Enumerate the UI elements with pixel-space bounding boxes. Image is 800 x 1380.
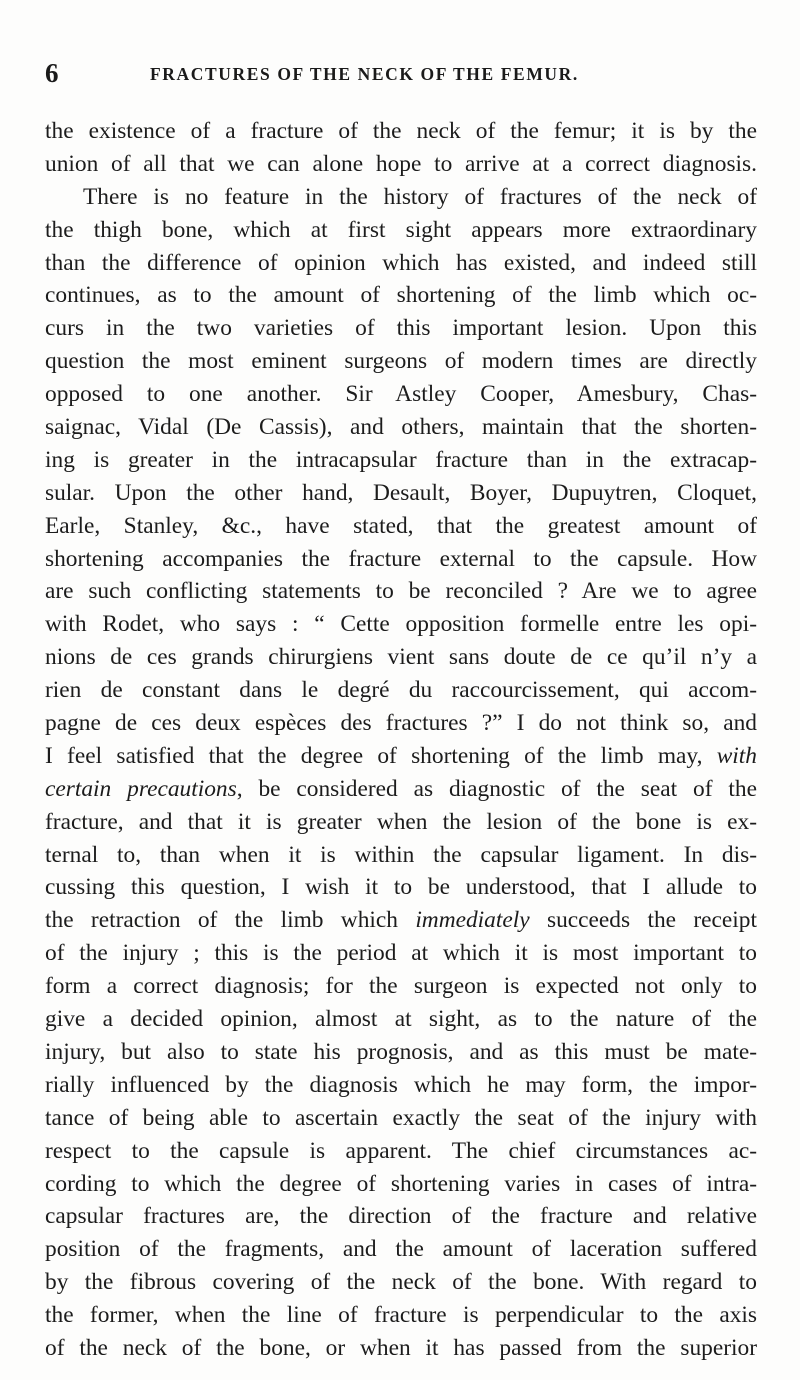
- text-line: sular. Upon the other hand, Desault, Boyer, Dupuytren, Cloquet,: [45, 479, 757, 506]
- text-line: cussing this question, I wish it to be understood, that I allude to: [45, 874, 757, 901]
- text-line: give a decided opinion, almost at sight, as to the nature of the: [45, 1006, 757, 1033]
- text-line: with Rodet, who says : “ Cette opposition formelle entre les opi-: [45, 611, 757, 638]
- text-line: cording to which the degree of shortening varies in cases of intra-: [45, 1170, 757, 1197]
- text-line: than the difference of opinion which has existed, and indeed still: [45, 249, 757, 276]
- text-line: continues, as to the amount of shortening of the limb which oc-: [45, 282, 757, 309]
- text-line: pagne de ces deux espèces des fractures ?” I do not think so, and: [45, 710, 757, 737]
- italic-text: certain precautions: [45, 775, 237, 802]
- text-line: tance of being able to ascertain exactly the seat of the injury with: [45, 1104, 757, 1131]
- text-line: There is no feature in the history of fractures of the neck of: [83, 183, 757, 210]
- text-line: saignac, Vidal (De Cassis), and others, maintain that the shorten-: [45, 414, 757, 441]
- text-line: the thigh bone, which at first sight appears more extraordinary: [45, 216, 757, 243]
- running-title: FRACTURES OF THE NECK OF THE FEMUR.: [150, 64, 579, 84]
- text-line: capsular fractures are, the direction of the fracture and relative: [45, 1203, 757, 1230]
- text-line: fracture, and that it is greater when the lesion of the bone is ex-: [45, 808, 757, 835]
- text-line: the existence of a fracture of the neck of the femur; it is by the: [45, 118, 757, 144]
- text-fragment: , be considered as diagnostic of the seat of the: [236, 775, 757, 802]
- text-line: ternal to, than when it is within the capsular ligament. In dis-: [45, 841, 757, 868]
- text-line: of the injury ; this is the period at which it is most important to: [45, 940, 757, 967]
- body-text: [45, 115, 757, 1365]
- text-line: by the fibrous covering of the neck of the bone. With regard to: [45, 1269, 757, 1296]
- text-line: injury, but also to state his prognosis, and as this must be mate-: [45, 1038, 757, 1065]
- text-line: of the neck of the bone, or when it has passed from the superior: [45, 1334, 757, 1361]
- text-line: respect to the capsule is apparent. The chief circumstances ac-: [45, 1137, 757, 1164]
- italic-text: immediately: [415, 907, 530, 934]
- text-line: union of all that we can alone hope to arrive at a correct diagnosis.: [45, 150, 757, 177]
- text-line: ing is greater in the intracapsular fracture than in the extracap-: [45, 446, 757, 473]
- text-fragment: the retraction of the limb which: [45, 907, 398, 934]
- text-line: nions de ces grands chirurgiens vient sans doute de ce qu’il n’y a: [45, 644, 757, 671]
- text-line: are such conflicting statements to be reconciled ? Are we to agree: [45, 578, 757, 605]
- text-line: form a correct diagnosis; for the surgeon is expected not only to: [45, 973, 757, 1000]
- text-line: [45, 740, 757, 773]
- text-line: the former, when the line of fracture is perpendicular to the axis: [45, 1302, 757, 1329]
- text-line: curs in the two varieties of this important lesion. Upon this: [45, 315, 757, 342]
- text-line: [45, 773, 757, 806]
- text-line: rially influenced by the diagnosis which he may form, the impor-: [45, 1071, 757, 1098]
- text-line: opposed to one another. Sir Astley Cooper, Amesbury, Chas-: [45, 381, 757, 408]
- text-fragment: I feel satisfied that the degree of shortening of the limb may,: [45, 742, 703, 769]
- text-fragment: succeeds the receipt: [546, 907, 757, 934]
- text-line: [45, 904, 757, 937]
- page-number: 6: [45, 58, 59, 88]
- text-line: Earle, Stanley, &c., have stated, that the greatest amount of: [45, 512, 757, 539]
- text-line: rien de constant dans le degré du raccourcissement, qui accom-: [45, 677, 757, 704]
- text-line: position of the fragments, and the amount of laceration suffered: [45, 1236, 757, 1263]
- italic-text: with: [716, 742, 757, 769]
- text-line: question the most eminent surgeons of modern times are directly: [45, 348, 757, 375]
- running-header: [45, 58, 755, 92]
- text-line: shortening accompanies the fracture external to the capsule. How: [45, 545, 757, 572]
